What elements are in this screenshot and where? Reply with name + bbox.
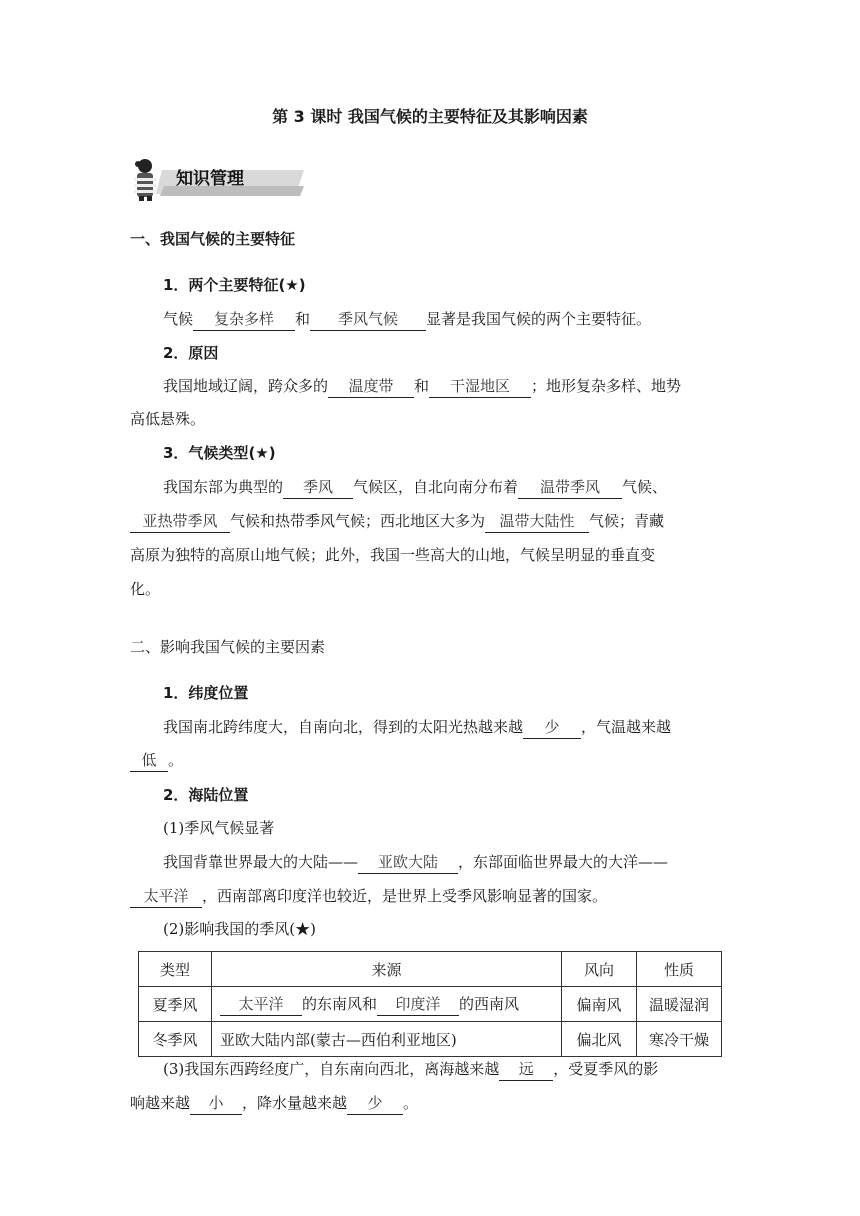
table-cell: 温暖湿润 xyxy=(637,987,722,1022)
answer-blank: 太平洋 xyxy=(130,885,202,908)
answer-blank: 温带大陆性 xyxy=(485,510,589,533)
table-header: 性质 xyxy=(637,952,722,987)
table-cell: 夏季风 xyxy=(139,987,212,1022)
s1-p3-title: 3．气候类型(★) xyxy=(163,444,276,462)
answer-blank: 远 xyxy=(499,1058,553,1081)
table-header: 风向 xyxy=(562,952,637,987)
answer-blank: 低 xyxy=(130,749,168,772)
table-cell: 冬季风 xyxy=(139,1022,212,1057)
table-cell-source: 亚欧大陆内部(蒙古—西伯利亚地区) xyxy=(212,1022,562,1057)
section1-heading: 一、我国气候的主要特征 xyxy=(130,230,296,248)
s2-p1-title: 1．纬度位置 xyxy=(163,684,249,702)
s1-p3-line4: 化。 xyxy=(130,580,161,598)
s2-p2-sub1: (1)季风气候显著 xyxy=(163,819,275,837)
s1-p1-text: 气候 复杂多样 和 季风气候 显著是我国气候的两个主要特征。 xyxy=(163,304,763,334)
table-cell: 偏南风 xyxy=(562,987,637,1022)
table-cell: 寒冷干燥 xyxy=(637,1022,722,1057)
table-header: 类型 xyxy=(139,952,212,987)
s1-p2-title: 2．原因 xyxy=(163,344,219,362)
table-header: 来源 xyxy=(212,952,562,987)
table-row xyxy=(139,987,722,1022)
answer-blank: 少 xyxy=(523,716,581,739)
s1-p1-title: 1．两个主要特征(★) xyxy=(163,276,306,294)
page-title: 第 3 课时 我国气候的主要特征及其影响因素 xyxy=(272,107,588,126)
answer-blank: 季风气候 xyxy=(310,308,426,331)
s1-p3-line3: 高原为独特的高原山地气候；此外，我国一些高大的山地，气候呈明显的垂直变 xyxy=(130,546,656,564)
s2-p1-text-line2: 低 。 xyxy=(130,745,730,775)
answer-blank: 温度带 xyxy=(328,375,414,398)
answer-blank: 小 xyxy=(190,1092,242,1115)
s2-p1-text: 我国南北跨纬度大，自南向北，得到的太阳光热越来越 少 ，气温越来越 xyxy=(163,712,763,742)
answer-blank: 少 xyxy=(347,1092,403,1115)
answer-blank: 温带季风 xyxy=(518,476,622,499)
answer-blank: 复杂多样 xyxy=(193,308,295,331)
s1-p3-line2: 亚热带季风 气候和热带季风气候；西北地区大多为 温带大陆性 气候；青藏 xyxy=(130,506,730,536)
answer-blank: 亚欧大陆 xyxy=(358,851,458,874)
answer-blank: 干湿地区 xyxy=(429,375,531,398)
monsoon-table xyxy=(138,951,722,1057)
table-cell: 偏北风 xyxy=(562,1022,637,1057)
table-cell-source: 太平洋 的东南风和 印度洋 的西南风 xyxy=(212,987,562,1022)
table-header-row xyxy=(139,952,722,987)
answer-blank: 印度洋 xyxy=(377,993,459,1016)
answer-blank: 亚热带季风 xyxy=(130,510,230,533)
section2-heading: 二、影响我国气候的主要因素 xyxy=(130,638,326,656)
s2-p2-line2: 太平洋 ，西南部离印度洋也较近，是世界上受季风影响显著的国家。 xyxy=(130,881,730,911)
s1-p3-line1: 我国东部为典型的 季风 气候区，自北向南分布着 温带季风 气候、 xyxy=(163,472,763,502)
table-row xyxy=(139,1022,722,1057)
s2-p2-title: 2．海陆位置 xyxy=(163,786,249,804)
student-reading-icon xyxy=(134,159,156,201)
s2-p2-sub3-line2: 响越来越 小 ，降水量越来越 少 。 xyxy=(130,1088,730,1118)
answer-blank: 太平洋 xyxy=(220,993,302,1016)
answer-blank: 季风 xyxy=(283,476,353,499)
s1-p2-text-line2: 高低悬殊。 xyxy=(130,410,206,428)
s1-p2-text: 我国地域辽阔，跨众多的 温度带 和 干湿地区 ；地形复杂多样、地势 xyxy=(163,371,763,401)
s2-p2-line1: 我国背靠世界最大的大陆—— 亚欧大陆 ，东部面临世界最大的大洋—— xyxy=(163,847,763,877)
banner-label: 知识管理 xyxy=(176,169,244,189)
s2-p2-sub2: (2)影响我国的季风(★) xyxy=(163,920,316,938)
s2-p2-sub3-line1: (3)我国东西跨经度广，自东南向西北，离海越来越 远 ，受夏季风的影 xyxy=(163,1054,763,1084)
